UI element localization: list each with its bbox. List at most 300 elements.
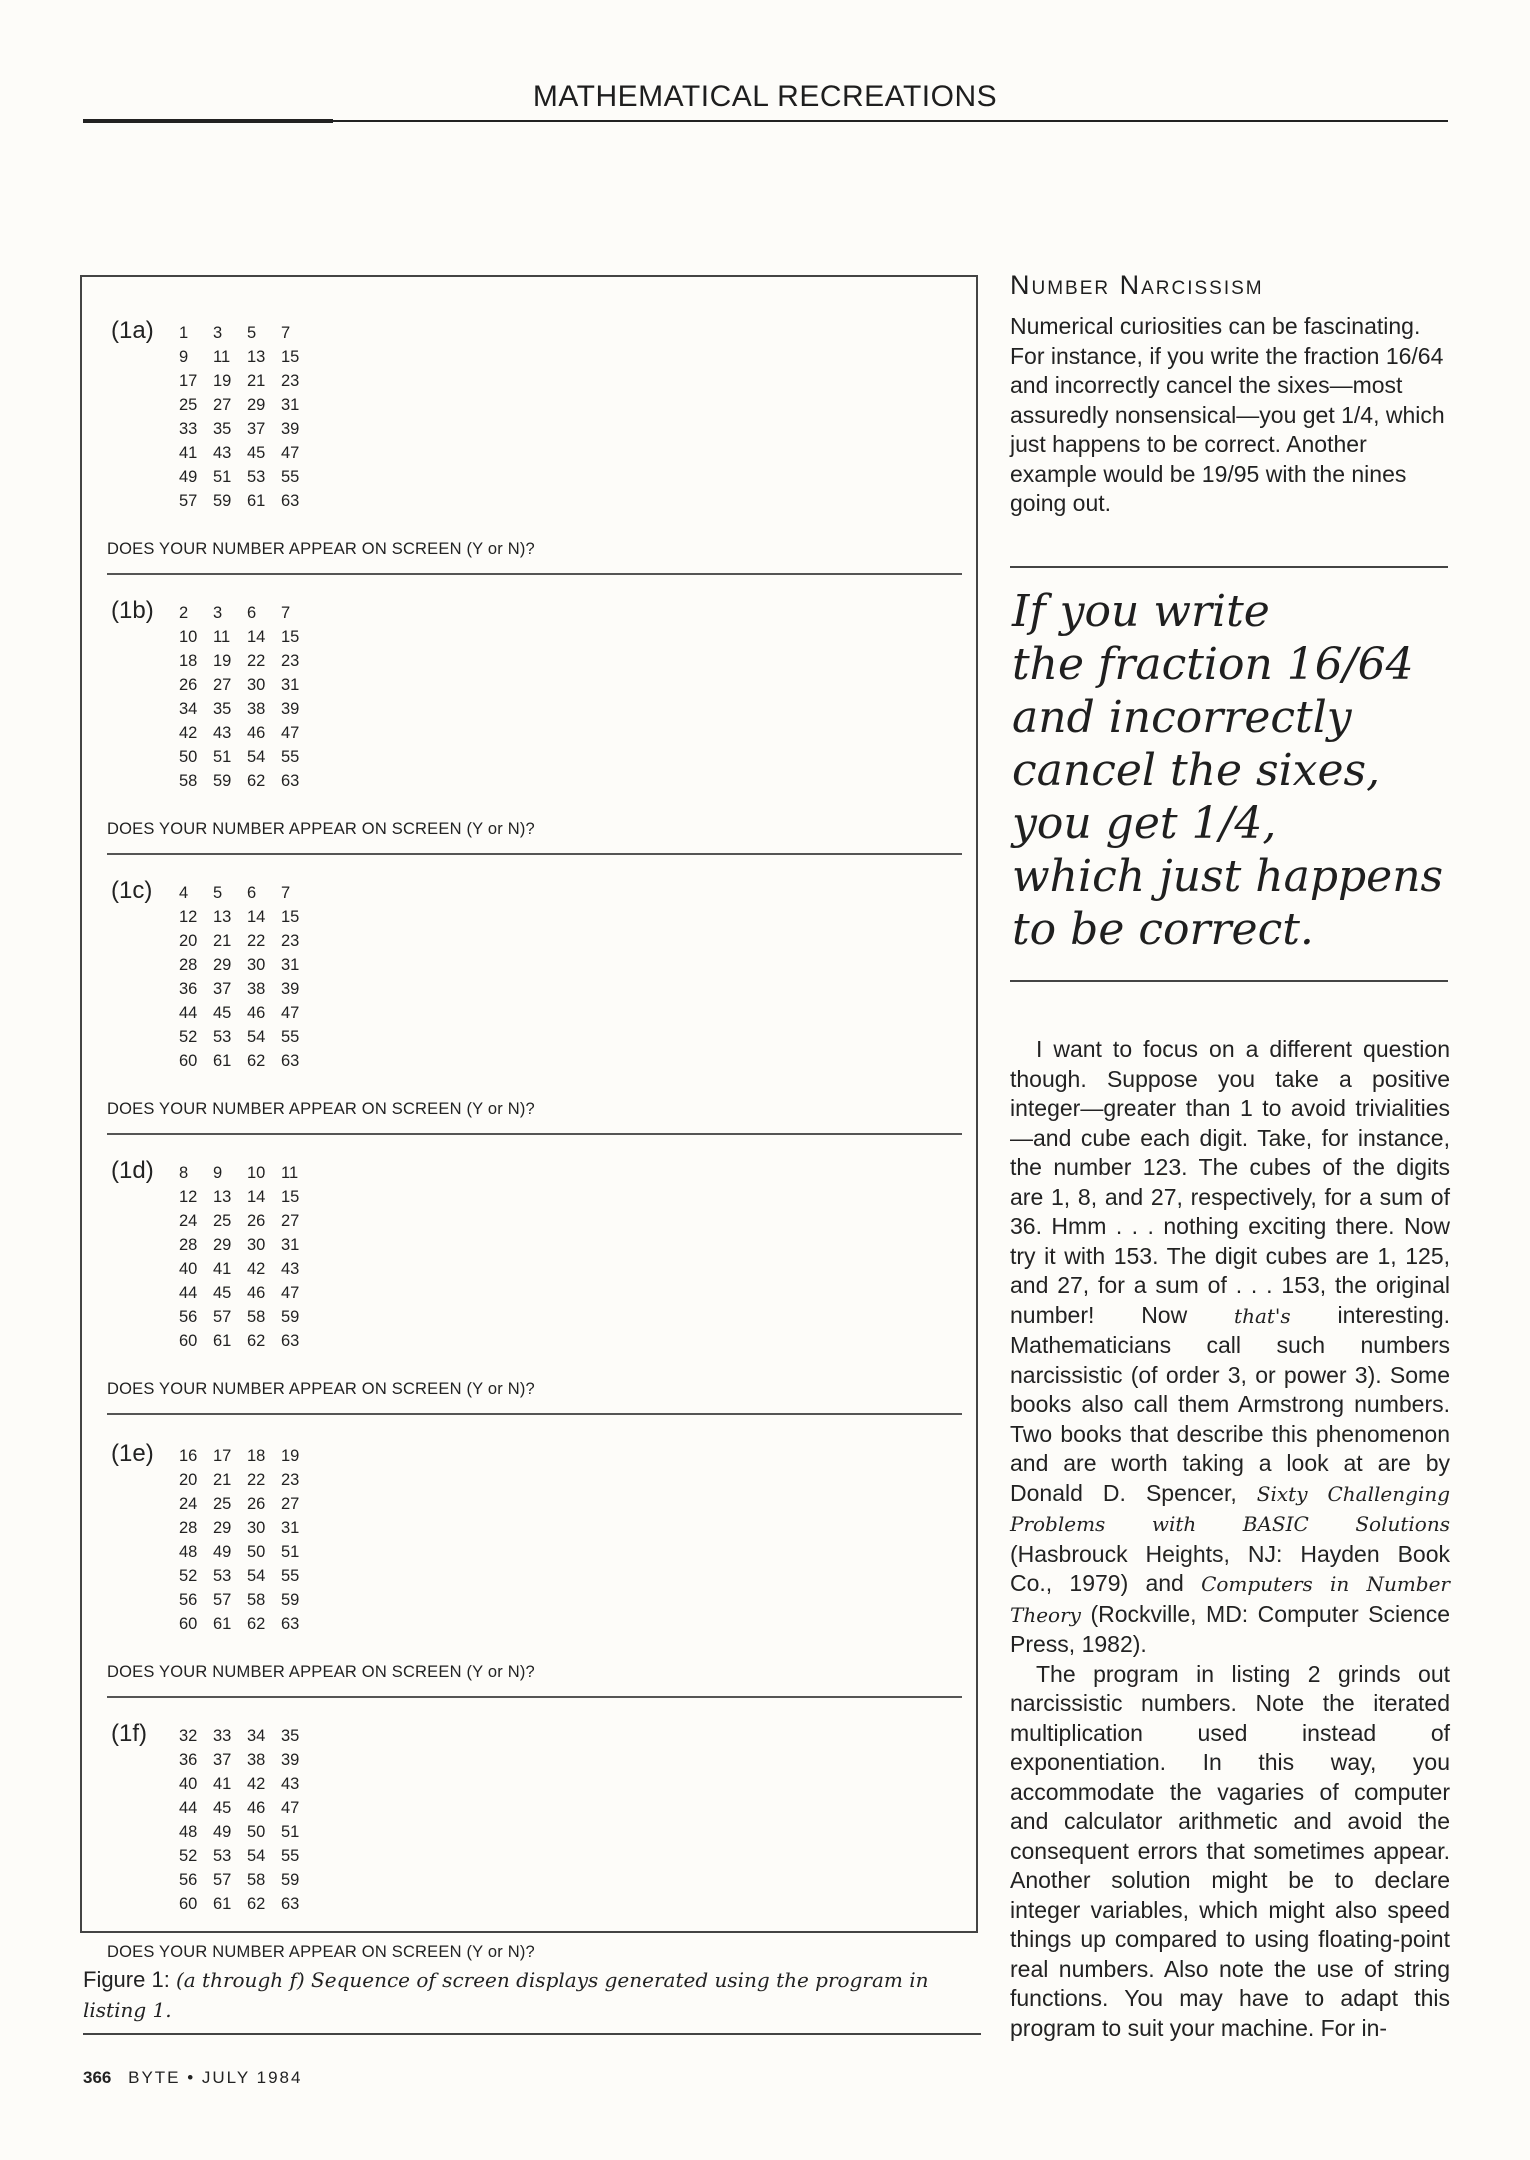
number-cell: 24: [179, 1495, 198, 1513]
number-grid: [179, 321, 315, 513]
figure-panel: [107, 871, 962, 1141]
number-cell: 62: [247, 772, 266, 790]
number-grid: [179, 601, 315, 793]
number-cell: 12: [179, 1188, 198, 1206]
number-cell: 35: [213, 420, 232, 438]
number-cell: 4: [179, 884, 189, 902]
screen-prompt: DOES YOUR NUMBER APPEAR ON SCREEN (Y or N)?: [107, 1100, 535, 1118]
number-row: [179, 721, 315, 745]
number-cell: 39: [281, 700, 300, 718]
number-row: [179, 1329, 315, 1353]
number-cell: 57: [213, 1591, 232, 1609]
number-cell: 51: [213, 468, 232, 486]
number-cell: 14: [247, 628, 266, 646]
number-row: [179, 697, 315, 721]
number-cell: 38: [247, 700, 266, 718]
number-cell: 14: [247, 1188, 266, 1206]
number-cell: 25: [179, 396, 198, 414]
number-cell: 16: [179, 1447, 198, 1465]
number-row: [179, 465, 315, 489]
panel-rule: [107, 573, 962, 575]
body-text: [1010, 1035, 1450, 2043]
panel-label: (1c): [111, 877, 153, 904]
number-grid: [179, 1444, 315, 1636]
pull-quote-line: cancel the sixes,: [1012, 745, 1381, 796]
figure-1-box: [80, 275, 978, 1961]
number-cell: 45: [213, 1004, 232, 1022]
number-cell: 43: [281, 1775, 300, 1793]
number-cell: 52: [179, 1847, 198, 1865]
number-cell: 58: [179, 772, 198, 790]
number-cell: 43: [281, 1260, 300, 1278]
number-row: [179, 1209, 315, 1233]
number-cell: 57: [213, 1308, 232, 1326]
number-cell: 40: [179, 1775, 198, 1793]
number-cell: 60: [179, 1895, 198, 1913]
number-cell: 33: [213, 1727, 232, 1745]
intro-paragraph: Numerical curiosities can be fascinating. For instance, if you write the fraction 16/64 and incorrectly cancel the sixes—most assuredly nonsensical—you get 1/4, which just happens to be correct. Another example would be 19/95 with the nines going out.: [1010, 313, 1445, 516]
number-cell: 63: [281, 1895, 300, 1913]
number-row: [179, 1748, 315, 1772]
number-cell: 45: [213, 1799, 232, 1817]
number-cell: 15: [281, 628, 300, 646]
number-cell: 22: [247, 652, 266, 670]
number-cell: 3: [213, 604, 223, 622]
panel-rule: [107, 1696, 962, 1698]
number-grid: [179, 881, 315, 1073]
number-cell: 21: [247, 372, 266, 390]
number-cell: 55: [281, 1028, 300, 1046]
pull-quote-line: and incorrectly: [1012, 692, 1352, 743]
number-cell: 31: [281, 1519, 300, 1537]
number-grid: [179, 1724, 315, 1916]
caption-label: Figure 1:: [83, 1967, 170, 1992]
body-paragraph: The program in listing 2 grinds out narcissistic numbers. Note the iterated multiplication used instead of exponentiation. In this way, you accommodate the vagaries of computer and calculator arithmetic and avoid the consequent errors that sometimes appear. Another solution might be to declare integer variables, which might also speed things up compared to using floating-point real numbers. Also note the use of string functions. You may have to adapt this program to suit your machine. For in-: [1010, 1660, 1450, 2041]
number-cell: 23: [281, 372, 300, 390]
number-cell: 61: [213, 1895, 232, 1913]
number-cell: 35: [281, 1727, 300, 1745]
number-cell: 37: [247, 420, 266, 438]
number-cell: 11: [213, 348, 231, 366]
number-cell: 61: [213, 1615, 232, 1633]
number-row: [179, 1305, 315, 1329]
number-cell: 54: [247, 1028, 266, 1046]
number-cell: 21: [213, 932, 232, 950]
number-cell: 49: [213, 1543, 232, 1561]
number-cell: 25: [213, 1212, 232, 1230]
number-cell: 46: [247, 1004, 266, 1022]
number-cell: 59: [213, 772, 232, 790]
number-cell: 39: [281, 1751, 300, 1769]
number-cell: 30: [247, 1236, 266, 1254]
number-cell: 60: [179, 1332, 198, 1350]
page-number: 366: [83, 2068, 112, 2087]
number-cell: 55: [281, 468, 300, 486]
number-cell: 23: [281, 932, 300, 950]
number-cell: 47: [281, 444, 300, 462]
number-cell: 38: [247, 1751, 266, 1769]
number-cell: 29: [213, 1519, 232, 1537]
body-text-run: (Rockville, MD: Computer Science Press, 1982).: [1010, 1600, 1450, 1657]
screen-prompt: DOES YOUR NUMBER APPEAR ON SCREEN (Y or N)?: [107, 540, 535, 558]
number-cell: 7: [281, 324, 291, 342]
number-row: [179, 1724, 315, 1748]
number-cell: 44: [179, 1004, 198, 1022]
number-cell: 59: [281, 1308, 300, 1326]
caption-text: (a through f) Sequence of screen displays generated using the program in listing 1.: [83, 1968, 929, 2022]
number-cell: 54: [247, 1567, 266, 1585]
number-cell: 49: [179, 468, 198, 486]
number-row: [179, 929, 315, 953]
pull-quote-rule-top: [1010, 566, 1448, 568]
number-row: [179, 393, 315, 417]
number-cell: 51: [281, 1543, 300, 1561]
number-cell: 17: [179, 372, 198, 390]
number-cell: 60: [179, 1052, 198, 1070]
number-cell: 39: [281, 980, 300, 998]
number-cell: 59: [213, 492, 232, 510]
number-cell: 13: [213, 1188, 232, 1206]
number-cell: 46: [247, 724, 266, 742]
panel-rule: [107, 1133, 962, 1135]
number-cell: 19: [213, 652, 232, 670]
number-cell: 62: [247, 1895, 266, 1913]
number-row: [179, 1588, 315, 1612]
number-cell: 20: [179, 1471, 198, 1489]
number-cell: 47: [281, 1284, 300, 1302]
number-cell: 24: [179, 1212, 198, 1230]
number-cell: 32: [179, 1727, 198, 1745]
number-cell: 37: [213, 1751, 232, 1769]
number-cell: 1: [179, 324, 189, 342]
number-cell: 15: [281, 348, 300, 366]
panel-label: (1e): [111, 1440, 154, 1467]
number-cell: 36: [179, 980, 198, 998]
number-row: [179, 769, 315, 793]
body-text-run: interesting. Mathematicians call such numbers narcissistic (of order 3, or power 3). Some books also call them Armstrong numbers. Two books that describe this phenomenon and are worth taking a look at are by Donald D. Spencer,: [1010, 1301, 1450, 1506]
number-cell: 33: [179, 420, 198, 438]
figure-panel: [107, 1434, 962, 1704]
number-cell: 26: [247, 1212, 266, 1230]
number-cell: 53: [247, 468, 266, 486]
number-cell: 15: [281, 908, 300, 926]
emphasis: that's: [1234, 1303, 1291, 1328]
number-cell: 61: [213, 1332, 232, 1350]
body-paragraph: [1010, 1035, 1450, 1660]
number-cell: 11: [281, 1164, 299, 1182]
panel-rule: [107, 1413, 962, 1415]
pull-quote-rule-bottom: [1010, 980, 1448, 982]
number-cell: 30: [247, 1519, 266, 1537]
number-row: [179, 345, 315, 369]
number-cell: 18: [179, 652, 198, 670]
number-cell: 50: [179, 748, 198, 766]
number-row: [179, 905, 315, 929]
number-cell: 14: [247, 908, 266, 926]
header-rule-accent: [83, 119, 333, 123]
number-cell: 55: [281, 1567, 300, 1585]
screen-prompt: DOES YOUR NUMBER APPEAR ON SCREEN (Y or N)?: [107, 1380, 535, 1398]
number-cell: 54: [247, 748, 266, 766]
number-cell: 58: [247, 1871, 266, 1889]
number-cell: 51: [281, 1823, 300, 1841]
number-cell: 51: [213, 748, 232, 766]
number-row: [179, 1001, 315, 1025]
number-row: [179, 953, 315, 977]
number-cell: 38: [247, 980, 266, 998]
number-cell: 42: [247, 1260, 266, 1278]
number-cell: 47: [281, 1004, 300, 1022]
number-cell: 31: [281, 396, 300, 414]
number-cell: 50: [247, 1823, 266, 1841]
number-cell: 46: [247, 1799, 266, 1817]
number-cell: 29: [213, 956, 232, 974]
number-row: [179, 1820, 315, 1844]
number-cell: 2: [179, 604, 189, 622]
footer-text: BYTE • JULY 1984: [128, 2068, 303, 2087]
number-grid: [179, 1161, 315, 1353]
number-row: [179, 1233, 315, 1257]
number-cell: 7: [281, 884, 291, 902]
number-row: [179, 649, 315, 673]
number-row: [179, 745, 315, 769]
number-cell: 57: [213, 1871, 232, 1889]
panel-label: (1d): [111, 1157, 154, 1184]
number-cell: 8: [179, 1164, 189, 1182]
number-cell: 22: [247, 1471, 266, 1489]
number-cell: 28: [179, 1519, 198, 1537]
number-cell: 35: [213, 700, 232, 718]
number-cell: 45: [247, 444, 266, 462]
caption-rule: [83, 2033, 981, 2035]
number-cell: 62: [247, 1052, 266, 1070]
pull-quote-line: to be correct.: [1012, 904, 1314, 955]
number-cell: 58: [247, 1308, 266, 1326]
number-cell: 27: [213, 396, 232, 414]
number-cell: 7: [281, 604, 291, 622]
number-cell: 25: [213, 1495, 232, 1513]
number-cell: 40: [179, 1260, 198, 1278]
number-cell: 34: [247, 1727, 266, 1745]
number-cell: 41: [213, 1775, 232, 1793]
number-cell: 44: [179, 1799, 198, 1817]
number-cell: 50: [247, 1543, 266, 1561]
number-cell: 62: [247, 1615, 266, 1633]
number-cell: 30: [247, 956, 266, 974]
number-cell: 52: [179, 1567, 198, 1585]
number-cell: 41: [213, 1260, 232, 1278]
number-cell: 63: [281, 492, 300, 510]
number-cell: 42: [179, 724, 198, 742]
body-text-run: (Hasbrouck Heights, NJ: Hayden Book Co., 1979) and: [1010, 1540, 1450, 1596]
number-row: [179, 1049, 315, 1073]
number-cell: 11: [213, 628, 231, 646]
number-cell: 17: [213, 1447, 232, 1465]
number-row: [179, 1844, 315, 1868]
number-cell: 28: [179, 956, 198, 974]
number-cell: 53: [213, 1847, 232, 1865]
body-text-run: I want to focus on a different question though. Suppose you take a positive integer—greater than 1 to avoid trivialities—and cube each digit. Take, for instance, the number 123. The cubes of the digits are 1, 8, and 27, respectively, for a sum of 36. Hmm . . . nothing exciting there. Now try it with 153. The digit cubes are 1, 125, and 27, for a sum of . . . 153, the original number! Now: [1010, 1036, 1450, 1328]
number-cell: 43: [213, 444, 232, 462]
number-cell: 30: [247, 676, 266, 694]
pull-quote: [1012, 585, 1452, 956]
number-row: [179, 1540, 315, 1564]
page-footer: [83, 2068, 302, 2088]
number-row: [179, 1772, 315, 1796]
pull-quote-line: If you write: [1012, 586, 1270, 637]
number-cell: 41: [179, 444, 198, 462]
screen-prompt: DOES YOUR NUMBER APPEAR ON SCREEN (Y or N)?: [107, 1943, 535, 1961]
number-cell: 5: [213, 884, 223, 902]
number-row: [179, 1468, 315, 1492]
number-cell: 55: [281, 748, 300, 766]
number-row: [179, 1161, 315, 1185]
number-cell: 47: [281, 724, 300, 742]
number-cell: 36: [179, 1751, 198, 1769]
number-row: [179, 1868, 315, 1892]
number-cell: 56: [179, 1308, 198, 1326]
number-cell: 60: [179, 1615, 198, 1633]
number-cell: 49: [213, 1823, 232, 1841]
figure-caption: [83, 1965, 963, 2025]
number-cell: 23: [281, 1471, 300, 1489]
number-cell: 23: [281, 652, 300, 670]
number-row: [179, 489, 315, 513]
number-cell: 9: [179, 348, 189, 366]
number-row: [179, 1892, 315, 1916]
pull-quote-line: the fraction 16/64: [1012, 639, 1414, 690]
number-row: [179, 369, 315, 393]
number-cell: 27: [281, 1495, 300, 1513]
number-cell: 13: [213, 908, 232, 926]
number-cell: 9: [213, 1164, 223, 1182]
number-cell: 52: [179, 1028, 198, 1046]
number-cell: 48: [179, 1543, 198, 1561]
number-cell: 18: [247, 1447, 266, 1465]
panel-label: (1f): [111, 1720, 147, 1747]
number-row: [179, 1444, 315, 1468]
book-title: Sixty Challenging Problems with BASIC Solutions: [1010, 1481, 1450, 1536]
number-cell: 10: [179, 628, 198, 646]
figure-panel: [107, 1714, 962, 1984]
figure-panel: [107, 1151, 962, 1421]
running-header: MATHEMATICAL RECREATIONS: [532, 80, 998, 113]
number-row: [179, 441, 315, 465]
number-cell: 15: [281, 1188, 300, 1206]
figure-panel: [107, 311, 962, 581]
number-cell: 3: [213, 324, 223, 342]
number-cell: 12: [179, 908, 198, 926]
section-heading: Number Narcissism: [1010, 270, 1264, 300]
number-cell: 55: [281, 1847, 300, 1865]
number-row: [179, 601, 315, 625]
number-cell: 63: [281, 772, 300, 790]
number-cell: 45: [213, 1284, 232, 1302]
number-cell: 26: [247, 1495, 266, 1513]
number-cell: 58: [247, 1591, 266, 1609]
number-row: [179, 1025, 315, 1049]
number-cell: 10: [247, 1164, 266, 1182]
number-cell: 19: [213, 372, 232, 390]
number-row: [179, 1612, 315, 1636]
number-cell: 26: [179, 676, 198, 694]
number-cell: 61: [247, 492, 266, 510]
number-cell: 44: [179, 1284, 198, 1302]
number-row: [179, 1185, 315, 1209]
number-cell: 47: [281, 1799, 300, 1817]
number-cell: 31: [281, 676, 300, 694]
number-cell: 27: [213, 676, 232, 694]
panel-label: (1a): [111, 317, 154, 344]
number-cell: 5: [247, 324, 257, 342]
number-cell: 63: [281, 1615, 300, 1633]
number-cell: 27: [281, 1212, 300, 1230]
number-cell: 22: [247, 932, 266, 950]
number-row: [179, 321, 315, 345]
number-row: [179, 977, 315, 1001]
number-cell: 31: [281, 1236, 300, 1254]
number-cell: 6: [247, 884, 257, 902]
number-cell: 19: [281, 1447, 300, 1465]
number-cell: 39: [281, 420, 300, 438]
number-row: [179, 673, 315, 697]
number-cell: 46: [247, 1284, 266, 1302]
number-cell: 57: [179, 492, 198, 510]
number-row: [179, 1564, 315, 1588]
number-cell: 43: [213, 724, 232, 742]
number-cell: 56: [179, 1591, 198, 1609]
number-row: [179, 417, 315, 441]
number-cell: 59: [281, 1591, 300, 1609]
number-row: [179, 625, 315, 649]
screen-prompt: DOES YOUR NUMBER APPEAR ON SCREEN (Y or N)?: [107, 1663, 535, 1681]
number-cell: 59: [281, 1871, 300, 1889]
pull-quote-line: which just happens: [1012, 851, 1444, 902]
pull-quote-line: you get 1/4,: [1012, 798, 1277, 849]
figure-panel: [107, 591, 962, 861]
number-cell: 56: [179, 1871, 198, 1889]
number-cell: 29: [247, 396, 266, 414]
panel-rule: [107, 853, 962, 855]
number-cell: 37: [213, 980, 232, 998]
screen-prompt: DOES YOUR NUMBER APPEAR ON SCREEN (Y or N)?: [107, 820, 535, 838]
number-cell: 6: [247, 604, 257, 622]
number-cell: 62: [247, 1332, 266, 1350]
panel-label: (1b): [111, 597, 154, 624]
number-cell: 31: [281, 956, 300, 974]
number-row: [179, 881, 315, 905]
number-cell: 53: [213, 1028, 232, 1046]
number-cell: 28: [179, 1236, 198, 1254]
number-cell: 42: [247, 1775, 266, 1793]
number-cell: 20: [179, 932, 198, 950]
number-row: [179, 1281, 315, 1305]
number-cell: 54: [247, 1847, 266, 1865]
number-cell: 63: [281, 1332, 300, 1350]
book-title: Computers in Number Theory: [1010, 1572, 1450, 1627]
number-cell: 34: [179, 700, 198, 718]
number-row: [179, 1796, 315, 1820]
number-cell: 13: [247, 348, 266, 366]
number-cell: 29: [213, 1236, 232, 1254]
number-row: [179, 1516, 315, 1540]
number-row: [179, 1492, 315, 1516]
number-cell: 21: [213, 1471, 232, 1489]
number-cell: 48: [179, 1823, 198, 1841]
number-cell: 61: [213, 1052, 232, 1070]
number-cell: 53: [213, 1567, 232, 1585]
number-row: [179, 1257, 315, 1281]
